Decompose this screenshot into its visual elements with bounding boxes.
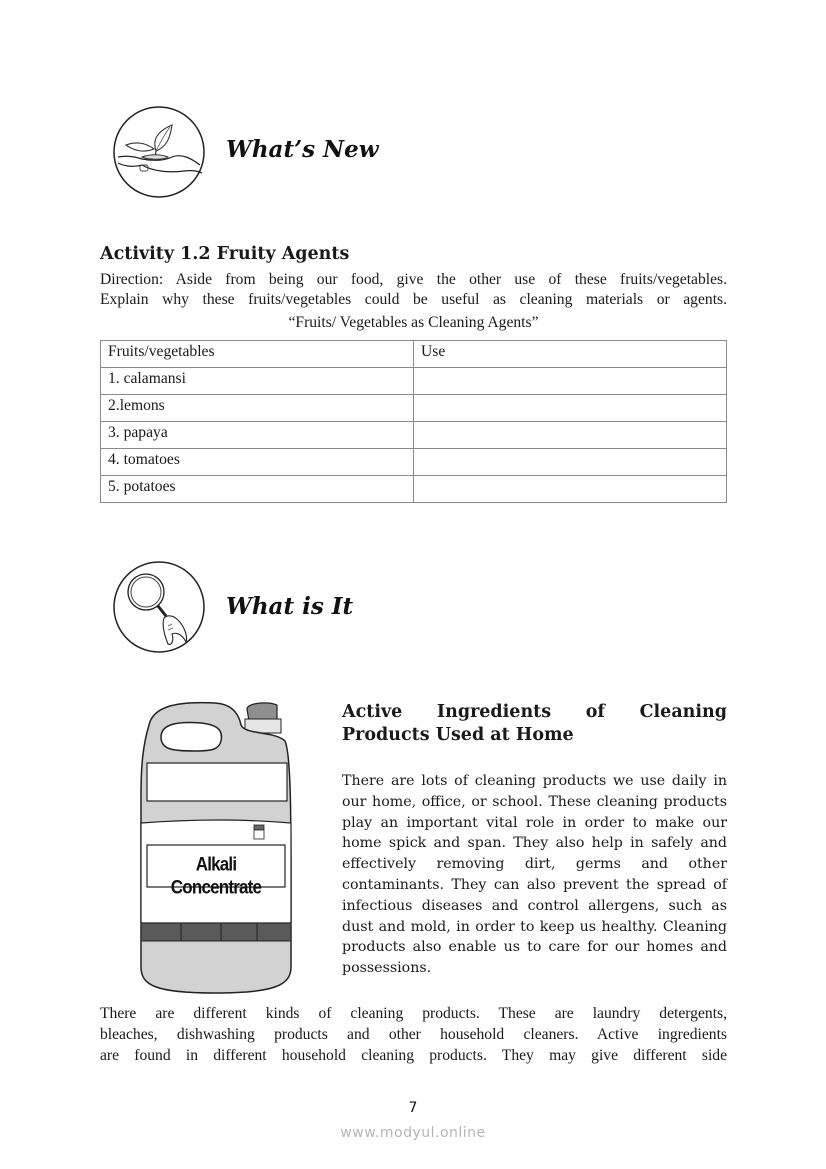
table-cell-use[interactable] <box>414 449 727 476</box>
table-cell-use[interactable] <box>414 422 727 449</box>
table-header-fruits: Fruits/vegetables <box>101 341 414 368</box>
direction-line: Explain why these fruits/vegetables could be useful as cleaning materials or agents. <box>100 291 727 308</box>
table-cell-fruit: 3. papaya <box>101 422 414 449</box>
paragraph-line: There are different kinds of cleaning products. These are laundry detergents, <box>100 1005 727 1022</box>
hand-holding-plant-icon <box>112 105 206 199</box>
article-title <box>342 701 727 747</box>
paragraph-line: are found in different household cleaning products. They may give different side <box>100 1046 727 1064</box>
table-row <box>101 422 727 449</box>
table-header-row <box>101 341 727 368</box>
jug-label: Alkali Concentrate <box>170 853 262 898</box>
table-cell-fruit: 5. potatoes <box>101 476 414 503</box>
activity-title: Activity 1.2 Fruity Agents <box>100 244 350 264</box>
table-row <box>101 476 727 503</box>
activity-direction <box>100 270 727 310</box>
section-title-whats-new: What’s New <box>226 136 379 163</box>
cleaning-jug-icon <box>135 695 295 995</box>
article-title-line: Products Used at Home <box>342 725 574 745</box>
table-row <box>101 449 727 476</box>
article-body: There are lots of cleaning products we use daily in our home, office, or school. These cleaning products play an important vital role in order to make our home spick and span. They also help in safely and effectively removing dirt, germs and other contaminants. They can also prevent the spread of infectious diseases and control allergens, such as dust and mold, in order to keep us healthy. Cleaning products also enable us to care for our homes and possessions. <box>342 773 727 977</box>
section-title-what-is-it: What is It <box>226 593 354 620</box>
article-title-line: Active Ingredients of Cleaning <box>342 702 727 722</box>
page-number: 7 <box>408 1100 418 1116</box>
paragraph-line: bleaches, dishwashing products and other household cleaners. Active ingredients <box>100 1025 727 1043</box>
table-row <box>101 395 727 422</box>
table-cell-use[interactable] <box>414 395 727 422</box>
table-header-use: Use <box>414 341 727 368</box>
table-row <box>101 368 727 395</box>
table-cell-use[interactable] <box>414 476 727 503</box>
table-cell-use[interactable] <box>414 368 727 395</box>
table-cell-fruit: 4. tomatoes <box>101 449 414 476</box>
fruits-vegetables-table <box>100 340 727 503</box>
table-cell-fruit: 2.lemons <box>101 395 414 422</box>
body-paragraph <box>100 1004 727 1066</box>
table-caption: “Fruits/ Vegetables as Cleaning Agents” <box>288 314 539 331</box>
watermark: www.modyul.online <box>340 1125 486 1141</box>
hand-holding-magnifier-icon <box>112 560 206 654</box>
direction-line: Direction: Aside from being our food, give the other use of these fruits/vegetables. <box>100 271 727 288</box>
table-cell-fruit: 1. calamansi <box>101 368 414 395</box>
